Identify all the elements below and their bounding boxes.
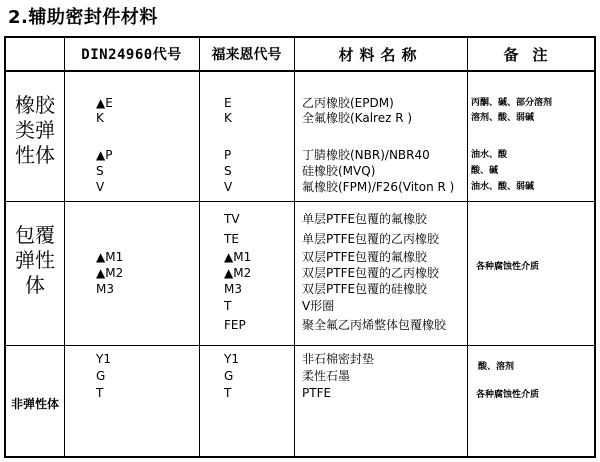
material-name: 聚全氟乙丙烯整体包覆橡胶 [302,318,447,332]
material-name: 单层PTFE包覆的氟橡胶 [302,212,428,226]
din-code: ▲P [96,148,113,162]
note-text: 丙酮、碱、部分溶剂 [471,98,553,108]
header-material: 材料名称 [338,46,423,64]
row-divider [6,345,594,346]
material-name: V形圈 [302,299,335,313]
material-name: 单层PTFE包覆的乙丙橡胶 [302,232,440,246]
flowserve-code: M3 [224,282,242,296]
header-flowserve: 福来恩代号 [211,47,282,63]
material-name: 柔性石墨 [302,369,351,383]
column-divider [294,38,295,456]
flowserve-code: S [224,164,232,178]
flowserve-code: V [224,180,233,194]
page-title: 2.辅助密封件材料 [8,7,158,28]
category-line: 类弹 [15,118,55,142]
material-name: 非石棉密封垫 [302,352,375,366]
flowserve-code: Y1 [224,352,239,366]
din-code: G [96,369,106,383]
note-text: 酸、碱 [471,166,499,176]
note-text: 酸、溶剂 [478,362,515,372]
note-text: 各种腐蚀性介质 [476,390,540,400]
note-text: 油水、酸、弱碱 [471,182,535,192]
flowserve-code: ▲M1 [224,250,252,264]
din-code: S [96,164,104,178]
category-line: 包覆 [15,223,55,247]
flowserve-code: K [224,111,232,125]
flowserve-code: E [224,96,232,110]
din-code: ▲E [96,96,113,110]
note-text: 油水、酸 [471,150,508,160]
category-line: 弹性 [15,248,55,272]
material-name: 双层PTFE包覆的氟橡胶 [302,250,428,264]
note-text: 溶剂、酸、弱碱 [471,113,535,123]
column-divider [199,38,200,456]
flowserve-code: T [224,299,232,313]
flowserve-code: P [224,148,232,162]
category-line: 性体 [15,143,55,167]
din-code: V [96,180,105,194]
category-coated [6,223,64,298]
flowserve-code: FEP [224,318,246,332]
flowserve-code: ▲M2 [224,266,252,280]
flowserve-code: TV [224,212,240,226]
category-rubber [6,93,64,168]
column-divider [467,38,468,456]
material-name: 全氟橡胶(Kalrez R ) [302,111,413,125]
category-line: 橡胶 [15,93,55,117]
material-name: PTFE [302,386,332,400]
material-name: 氟橡胶(FPM)/F26(Viton R ) [302,180,455,194]
din-code: ▲M1 [96,250,124,264]
material-name: 乙丙橡胶(EPDM) [302,96,394,110]
material-name: 硅橡胶(MVQ) [302,164,376,178]
flowserve-code: TE [224,232,239,246]
header-din: DIN24960代号 [81,47,182,63]
column-divider [64,38,65,456]
header-divider [6,70,594,72]
header-note: 备注 [503,46,562,64]
din-code: K [96,111,104,125]
material-name: 双层PTFE包覆的乙丙橡胶 [302,266,440,280]
material-name: 双层PTFE包覆的硅橡胶 [302,282,428,296]
material-name: 丁腈橡胶(NBR)/NBR40 [302,148,430,162]
din-code: ▲M2 [96,266,124,280]
din-code: M3 [96,282,114,296]
category-nonelastic: 非弹性体 [10,397,59,411]
row-divider [6,201,594,202]
flowserve-code: G [224,369,234,383]
din-code: T [96,386,104,400]
category-line: 体 [25,273,45,297]
note-text: 各种腐蚀性介质 [476,262,540,272]
flowserve-code: T [224,386,232,400]
din-code: Y1 [96,352,111,366]
seal-materials-table [4,36,596,458]
